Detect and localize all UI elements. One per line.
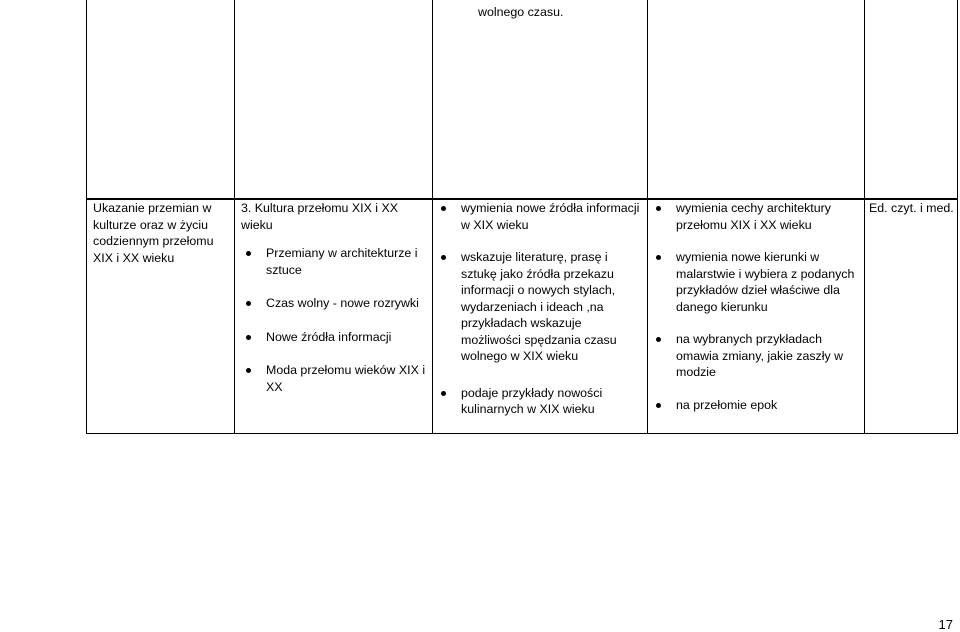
list-item: wymienia nowe kierunki w malarstwie i wybiera z podanych przykładów dzieł właściwe dla danego kierunku bbox=[651, 249, 859, 315]
integration-text: Ed. czyt. i med. bbox=[869, 201, 954, 215]
top-cell-2 bbox=[235, 0, 433, 200]
list-item: wymienia cechy architektury przełomu XIX i XX wieku bbox=[651, 200, 859, 233]
list-item: Przemiany w architekturze i sztuce bbox=[241, 245, 427, 278]
list-item: Nowe źródła informacji bbox=[241, 329, 427, 346]
topic-text: Ukazanie przemian w kulturze oraz w życiu codziennym przełomu XIX i XX wieku bbox=[93, 201, 214, 265]
list-item: podaje przykłady nowości kulinarnych w XIX wieku bbox=[436, 385, 642, 418]
list-item: Moda przełomu wieków XIX i XX bbox=[241, 362, 427, 395]
list-item: wskazuje literaturę, prasę i sztukę jako źródła przekazu informacji o nowych stylach, wydarzeniach i ideach ,na przykładach wskazuje możliwości spędzania czasu wolnego w XIX wieku bbox=[436, 249, 642, 365]
list-item: na wybranych przykładach omawia zmiany, jakie zaszły w modzie bbox=[651, 331, 859, 381]
list-item: na przełomie epok bbox=[651, 397, 859, 414]
section-items-list bbox=[241, 245, 427, 395]
top-cell-3 bbox=[433, 0, 648, 200]
top-cell-5 bbox=[865, 0, 958, 200]
topic-cell bbox=[87, 199, 235, 434]
extended-requirements-cell bbox=[648, 199, 865, 434]
basic-requirements-list bbox=[436, 200, 642, 418]
curriculum-table bbox=[86, 198, 958, 434]
list-item: Czas wolny - nowe rozrywki bbox=[241, 295, 427, 312]
section-cell bbox=[235, 199, 433, 434]
top-fragment-text: wolnego czasu. bbox=[478, 5, 564, 19]
top-cell-1 bbox=[87, 0, 235, 200]
list-item: wymienia nowe źródła informacji w XIX wieku bbox=[436, 200, 642, 233]
top-cell-4 bbox=[648, 0, 865, 200]
integration-cell bbox=[865, 199, 958, 434]
top-table-row bbox=[87, 0, 958, 200]
table-row bbox=[87, 199, 958, 434]
basic-requirements-cell bbox=[433, 199, 648, 434]
top-table-fragment bbox=[86, 0, 958, 200]
page-number: 17 bbox=[938, 617, 953, 632]
section-title: 3. Kultura przełomu XIX i XX wieku bbox=[241, 201, 399, 232]
extended-requirements-list bbox=[651, 200, 859, 413]
